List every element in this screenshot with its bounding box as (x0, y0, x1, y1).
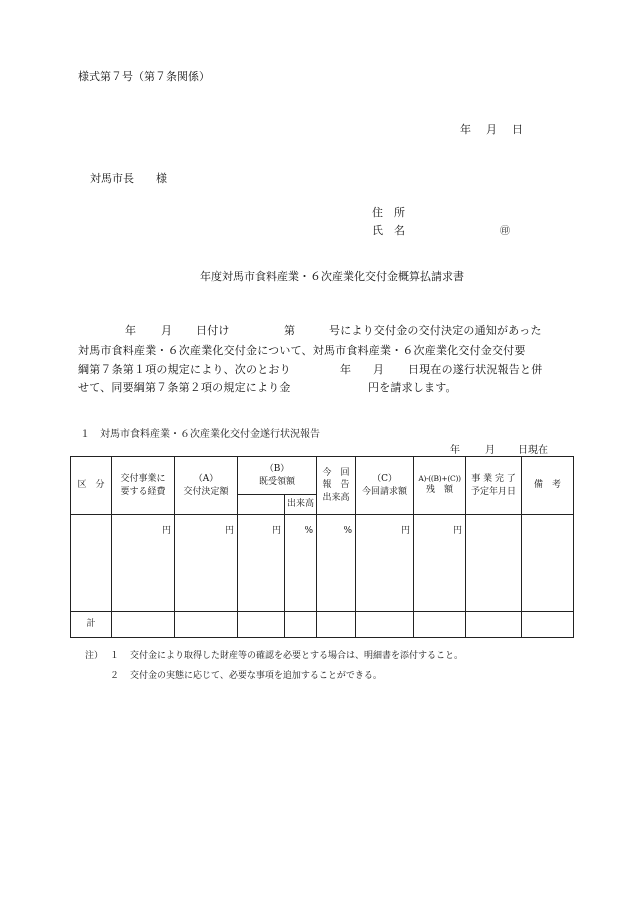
header-b-blank (238, 495, 285, 515)
header-cost (112, 457, 175, 515)
section-heading: １ 対馬市食料産業・６次産業化交付金遂行状況報告 (80, 429, 320, 440)
body-l3-rest: 日現在の遂行状況報告と併 (408, 363, 543, 376)
asof-year: 年 (450, 445, 460, 456)
unit-cost: 円 (112, 515, 175, 612)
header-konkai-line3: 出来高 (322, 492, 350, 503)
body-month: 月 (161, 324, 173, 337)
header-remaining-formula: A)-((B)+(C)) (418, 474, 461, 484)
header-c-line1: （C） (372, 474, 397, 485)
header-b-line1: （B） (264, 464, 290, 475)
body-day-dated: 日付け (196, 324, 230, 337)
header-cost-line1: 交付事業に (120, 474, 166, 485)
unit-c: 円 (356, 515, 414, 612)
seal-mark: ㊞ (500, 226, 510, 237)
document-title: 年度対馬市食料産業・６次産業化交付金概算払請求書 (200, 270, 464, 283)
header-konkai (317, 457, 356, 515)
body-kubun-cell (71, 515, 112, 612)
body-l3-year: 年 (340, 363, 352, 376)
name-label: 氏 名 (372, 224, 405, 237)
body-number-prefix: 第 (284, 324, 296, 337)
unit-remaining: 円 (414, 515, 466, 612)
header-completion (466, 457, 522, 515)
address-label: 住 所 (372, 206, 405, 219)
unit-a: 円 (175, 515, 238, 612)
header-a (175, 457, 238, 515)
note-1-text: 交付金により取得した財産等の確認を必要とする場合は、明細書を添付すること。 (130, 651, 464, 661)
total-a-cell (175, 612, 238, 638)
header-b-line2: 既受領額 (259, 476, 296, 487)
header-a-line2: 交付決定額 (183, 486, 229, 497)
header-b-sub: 出来高 (285, 495, 317, 515)
header-note: 備 考 (522, 457, 574, 515)
body-note-cell (522, 515, 574, 612)
header-konkai-line2: 報 告 (322, 480, 350, 491)
total-cost-cell (112, 612, 175, 638)
header-remaining (414, 457, 466, 515)
body-l4-b: 円を請求します。 (368, 381, 457, 394)
total-konkai-cell (317, 612, 356, 638)
header-completion-line2: 予定年月日 (471, 486, 517, 497)
body-number-suffix: 号により交付金の交付決定の通知があった (329, 324, 542, 337)
note-2-number: ２ (110, 671, 120, 681)
addressee: 対馬市長 様 (90, 172, 167, 185)
asof-month: 月 (485, 445, 495, 456)
total-label: 計 (71, 612, 112, 638)
body-completion-cell (466, 515, 522, 612)
body-year: 年 (125, 324, 137, 337)
total-b-cell (238, 612, 285, 638)
header-cost-line2: 要する経費 (120, 486, 166, 497)
total-c-cell (356, 612, 414, 638)
body-l3-month: 月 (373, 363, 385, 376)
body-l3-a: 綱第７条第１項の規定により、次のとおり (78, 363, 291, 376)
header-a-line1: （A） (193, 474, 219, 485)
header-kubun: 区 分 (71, 457, 112, 515)
header-konkai-line1: 今 回 (322, 468, 350, 479)
total-b-pct-cell (285, 612, 317, 638)
header-c-line2: 今回請求額 (362, 486, 408, 497)
asof-day: 日現在 (518, 445, 548, 456)
total-completion-cell (466, 612, 522, 638)
header-b (238, 457, 317, 495)
unit-konkai-pct: % (317, 515, 356, 612)
form-number: 様式第７号（第７条関係） (78, 70, 210, 83)
note-2-text: 交付金の実態に応じて、必要な事項を追加することができる。 (130, 671, 382, 681)
header-remaining-label: 残 額 (426, 485, 454, 496)
total-remaining-cell (414, 612, 466, 638)
unit-b-pct: % (285, 515, 317, 612)
header-c (356, 457, 414, 515)
date-line: 年 月 日 (460, 123, 525, 136)
unit-b: 円 (238, 515, 285, 612)
note-1-number: １ (110, 651, 120, 661)
body-l4-a: せて、同要綱第７条第２項の規定により金 (78, 381, 291, 394)
notes-prefix: 注） (85, 651, 104, 661)
body-line-2: 対馬市食料産業・６次産業化交付金について、対馬市食料産業・６次産業化交付金交付要 (78, 344, 526, 357)
header-completion-line1: 事 業 完 了 (471, 474, 516, 485)
total-note-cell (522, 612, 574, 638)
status-report-table (70, 456, 574, 638)
